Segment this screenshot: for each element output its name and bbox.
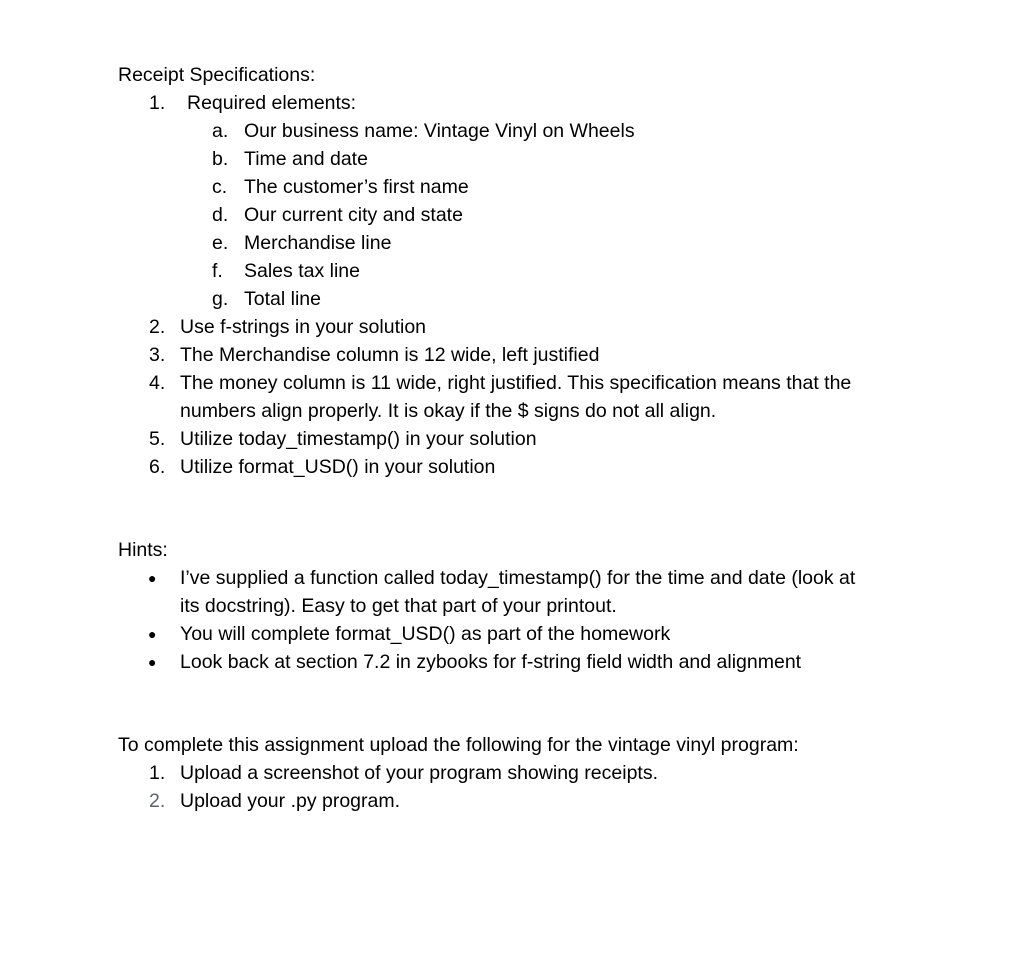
required-element-item	[118, 117, 998, 145]
bullet-icon: ●	[148, 626, 157, 642]
spec-item	[118, 369, 860, 425]
completion-section	[118, 731, 998, 815]
spec-item-text: Utilize today_timestamp() in your solution	[180, 428, 537, 450]
list-marker: 4.	[149, 372, 166, 394]
list-marker: g.	[212, 288, 229, 310]
list-marker: 2.	[149, 790, 166, 812]
spec-item-text: The Merchandise column is 12 wide, left justified	[180, 344, 600, 366]
required-elements-container	[118, 117, 998, 313]
list-marker: 2.	[149, 316, 166, 338]
completion-list	[118, 759, 998, 815]
spec-item-text: Utilize format_USD() in your solution	[180, 456, 496, 478]
spec-item	[118, 313, 998, 341]
list-marker: b.	[212, 148, 229, 170]
required-element-text: Sales tax line	[244, 260, 360, 282]
required-element-text: Total line	[244, 288, 321, 310]
list-marker: d.	[212, 204, 229, 226]
required-element-text: Merchandise line	[244, 232, 392, 254]
hints-heading: Hints:	[118, 539, 168, 561]
hint-text: You will complete format_USD() as part of the homework	[180, 623, 671, 645]
receipt-specifications-section	[118, 61, 998, 481]
required-element-item	[118, 257, 998, 285]
bullet-icon: ●	[148, 570, 157, 586]
required-element-item	[118, 201, 998, 229]
completion-text: Upload a screenshot of your program showing receipts.	[180, 762, 658, 784]
bullet-icon: ●	[148, 654, 157, 670]
required-element-text: Our current city and state	[244, 204, 463, 226]
list-marker: 5.	[149, 428, 166, 450]
hints-list	[118, 564, 998, 676]
spec-item	[118, 453, 998, 481]
completion-item	[118, 787, 998, 815]
spec-item-required-elements	[118, 89, 998, 117]
list-marker: 6.	[149, 456, 166, 478]
completion-heading: To complete this assignment upload the following for the vintage vinyl program:	[118, 734, 799, 756]
required-element-item	[118, 229, 998, 257]
required-element-item	[118, 145, 998, 173]
required-element-item	[118, 285, 998, 313]
list-marker: a.	[212, 120, 229, 142]
list-marker: 3.	[149, 344, 166, 366]
completion-item	[118, 759, 998, 787]
list-marker: e.	[212, 232, 229, 254]
spec-item	[118, 341, 998, 369]
hint-item	[118, 648, 998, 676]
specifications-list	[118, 89, 998, 481]
required-elements-list	[118, 117, 998, 313]
list-marker: c.	[212, 176, 228, 198]
list-marker: 1.	[149, 762, 166, 784]
hint-item	[118, 620, 998, 648]
list-marker: 1.	[149, 92, 166, 114]
hints-section	[118, 536, 998, 676]
hint-item	[118, 564, 880, 620]
spec-item-text: Use f-strings in your solution	[180, 316, 427, 338]
spec-item	[118, 425, 998, 453]
required-element-item	[118, 173, 998, 201]
required-element-text: The customer’s first name	[244, 176, 469, 198]
spec-item-text: The money column is 11 wide, right justified. This specification means that the numbers align properly. It is okay if the $ signs do not all align.	[180, 372, 852, 422]
hint-text: Look back at section 7.2 in zybooks for f-string field width and alignment	[180, 651, 802, 673]
spec-item-text: Required elements:	[187, 92, 357, 114]
required-element-text: Time and date	[244, 148, 368, 170]
required-element-text: Our business name: Vintage Vinyl on Wheels	[244, 120, 635, 142]
hint-text: I’ve supplied a function called today_timestamp() for the time and date (look at its docstring). Easy to get that part of your printout.	[180, 567, 856, 617]
receipt-specifications-heading: Receipt Specifications:	[118, 64, 316, 86]
completion-text: Upload your .py program.	[180, 790, 401, 812]
list-marker: f.	[212, 260, 223, 282]
